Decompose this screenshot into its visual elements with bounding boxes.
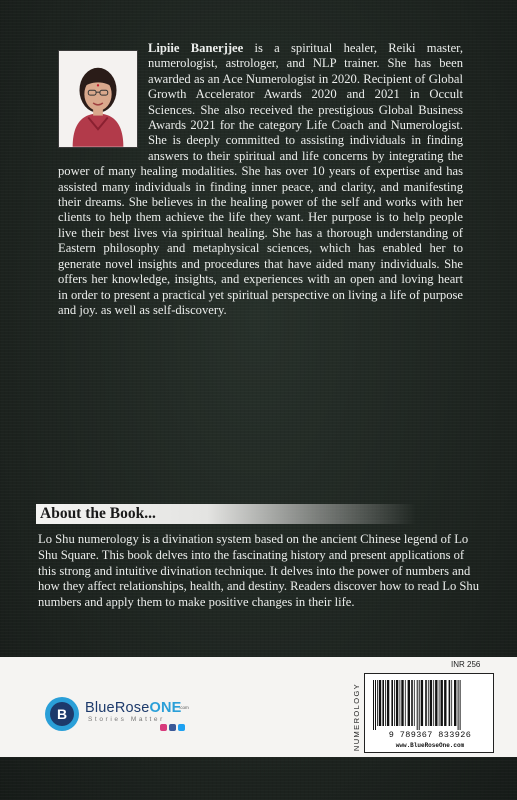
- publisher-logo-icon: [44, 696, 80, 732]
- twitter-icon: [178, 724, 185, 731]
- isbn-barcode: [364, 673, 494, 753]
- publisher-domain-suffix: .com: [179, 705, 189, 710]
- isbn-number: 9 789367 833926: [388, 730, 472, 740]
- publisher-tagline: Stories Matter: [88, 716, 165, 723]
- barcode-bars: [371, 680, 489, 730]
- website-url: www.BlueRoseOne.com: [395, 742, 465, 749]
- instagram-icon: [160, 724, 167, 731]
- about-book-heading: About the Book...: [40, 505, 156, 522]
- author-name: Lipiie Banerjjee: [148, 41, 244, 55]
- publisher-name: [85, 701, 182, 716]
- social-icons: [160, 724, 185, 731]
- publisher-name-accent: ONE: [149, 700, 182, 716]
- author-bio: [58, 41, 463, 318]
- publisher-logo-letter: B: [56, 706, 68, 722]
- about-book-heading-bar: [36, 504, 416, 524]
- price-label: INR 256: [451, 660, 481, 669]
- facebook-icon: [169, 724, 176, 731]
- publisher-name-main: BlueRose: [85, 700, 150, 716]
- genre-label: NUMEROLOGY: [352, 682, 361, 752]
- book-description: Lo Shu numerology is a divination system based on the ancient Chinese legend of Lo Shu Square. This book delves into the fascinating history and present applications of this strong and intuitive divination technique. It delves into the power of numbers and how they affect relationships, health, and destiny. Readers discover how to read Lo Shu numbers and apply them to make positive changes in their life.: [38, 532, 480, 610]
- author-bio-text: is a spiritual healer, Reiki master, numerologist, astrologer, and NLP trainer. She has been awarded as an Ace Numerologist in 2020. Recipient of Global Growth Accelerator Awards 2020 and 2021 in Occult Sciences. She also received the prestigious Global Business Awards 2021 for the category Life Coach and Numerologist. She is deeply committed to assisting individuals in finding answers to their spiritual and life concerns by integrating the power of many healing modalities. She has over 10 years of expertise and has assisted many individuals in finding inner peace, and clarity, and manifesting their dreams. She believes in the healing power of the self and works with her clients to help them achieve the life they want. Her purpose is to help people live their best lives via spiritual healing. She has a thorough understanding of Eastern philosophy and metaphysical sciences, which has enabled her to generate novel insights and procedures that have aided many individuals. She offers her knowledge, insights, and experiences with an open and loving heart in order to present a practical yet spiritual perspective on living a life of purpose and joy. as well as self-discovery.: [58, 41, 464, 317]
